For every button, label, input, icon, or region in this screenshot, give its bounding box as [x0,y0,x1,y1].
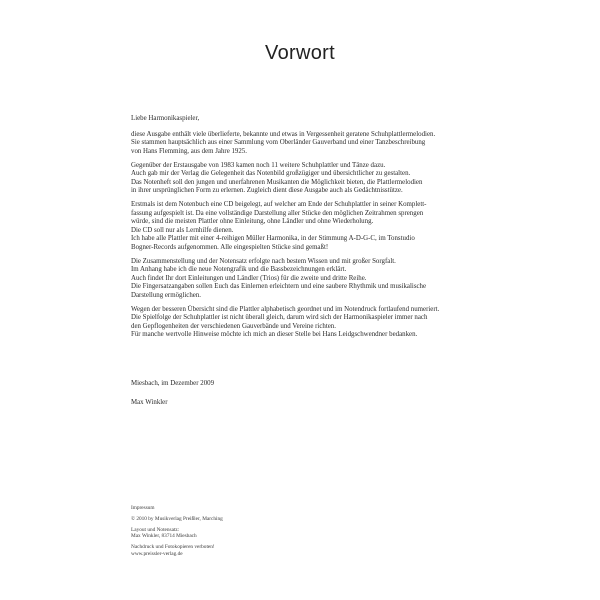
text-line: Impressum [131,505,155,511]
paragraph-2 [131,162,476,196]
imprint [131,505,223,562]
text-line: Wegen der besseren Übersicht sind die Plattler alphabetisch geordnet und im Notendruck fortlaufend numeriert. [131,305,440,313]
text-line: Bogner-Records aufgenommen. Alle eingespielten Stücke sind gemaßt! [131,243,329,251]
text-line: diese Ausgabe enthält viele überlieferte, bekannte und etwas in Vergessenheit geratene Schuhplattlermelodien. [131,130,436,138]
text-line: Erstmals ist dem Notenbuch eine CD beigelegt, auf welcher am Ende der Schuhplattler in seiner Komplett- [131,201,427,208]
salutation: Liebe Harmonikaspieler, [131,115,200,122]
text-line: Die Spielfolge der Schuhplattler ist nicht überall gleich, darum wird sich der Harmonikaspieler immer nach [131,314,428,321]
imprint-notice [131,544,223,557]
paragraph-4 [131,258,476,301]
text-line: Im Anhang habe ich die neue Notengrafik und die Bassbezeichnungen erklärt. [131,266,347,273]
foreword-body [131,115,476,345]
text-line: Die Fingersatzangaben sollen Euch das Einlernen erleichtern und eine saubere Rhythmik und musikalische [131,283,427,290]
text-line: fassung aufgespielt ist. Da eine vollständige Darstellung aller Stücke den möglichen Zeitrahmen sprengen [131,209,424,217]
text-line: Das Notenheft soll den jungen und unerfahrenen Musikanten die Möglichkeit bieten, die Plattlermelodien [131,178,423,186]
text-line: Sie stammen hauptsächlich aus einer Sammlung vom Oberländer Gauverband und einer Tanzbeschreibung [131,139,426,146]
paragraph-3 [131,201,476,252]
text-line: Layout und Notensatz: [131,526,180,533]
text-line: Ich habe alle Plattler mit einer 4-reihigen Müller Harmonika, in der Stimmung A-D-G-C, im Tonstudio [131,235,415,242]
text-line: würde, sind die meisten Plattler ohne Einleitung, ohne Ländler und ohne Wiederholung. [131,218,374,225]
text-line: Die Zusammenstellung und der Notensatz erfolgte nach bestem Wissen und mit großer Sorgfalt. [131,257,396,265]
imprint-heading [131,505,223,512]
place-date: Miesbach, im Dezember 2009 [131,380,215,387]
author-signature: Max Winkler [131,399,168,406]
text-line: Die CD soll nur als Lernhilfe dienen. [131,226,234,234]
paragraph-5 [131,306,476,340]
text-line: Max Winkler, 83714 Miesbach [131,533,197,540]
text-line: von Hans Flemming, aus dem Jahre 1925. [131,147,247,155]
text-line: Darstellung ermöglichen. [131,291,202,299]
text-line: in ihrer ursprünglichen Form zu erlernen. Zugleich dient diese Ausgabe auch als Gedächtnisstütze. [131,187,403,194]
text-line: Gegenüber der Erstausgabe von 1983 kamen noch 11 weitere Schuhplattler und Tänze dazu. [131,161,386,169]
text-line: Nachdruck und Fotokopieren verboten! [131,544,215,551]
paragraph-1 [131,131,476,157]
text-line: Für manche wertvolle Hinweise möchte ich mich an dieser Stelle bei Hans Leidgschwendner bedanken. [131,331,418,338]
text-line: Auch gab mir der Verlag die Gelegenheit das Notenbild großzügiger und übersichtlicher zu gestalten. [131,170,411,177]
page-title: Vorwort [265,42,335,64]
publisher-link[interactable]: www.preissler-verlag.de [131,551,183,558]
imprint-copyright [131,516,223,523]
text-line: den Gepflogenheiten der verschiedenen Gauverbände und Vereine richten. [131,322,336,330]
text-line: Auch findet Ihr dort Einleitungen und Ländler (Trios) für die zweite und dritte Reihe. [131,274,367,282]
imprint-layout [131,527,223,540]
text-line: © 2010 by Musikverlag Preißler, Marching [131,515,223,522]
